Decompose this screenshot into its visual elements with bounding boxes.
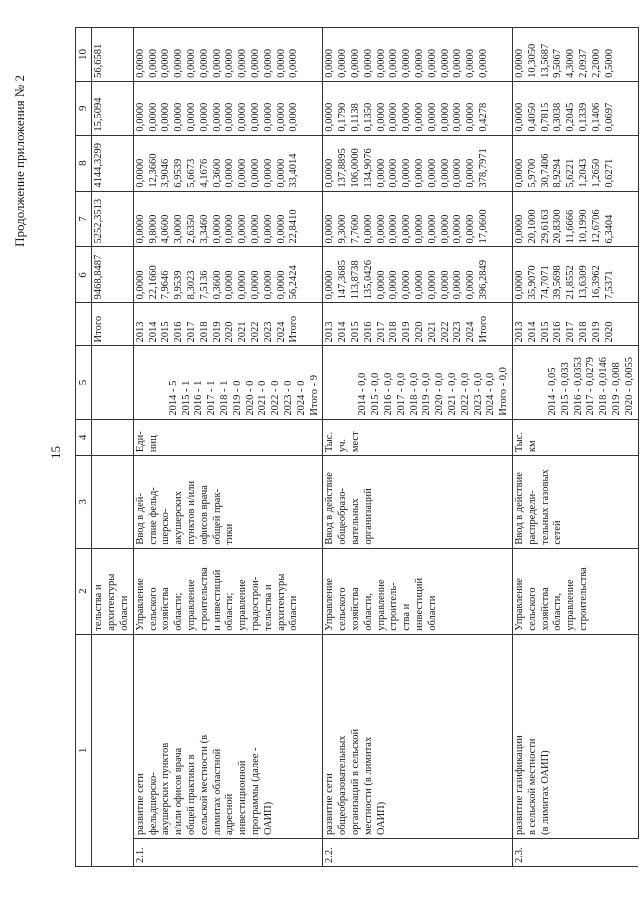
header-col-8: 8 — [76, 135, 92, 191]
carryover-v9: 15,5094 — [92, 81, 133, 135]
target-values: 2014 - 5 2015 - 1 2016 - 1 2017 - 1 2018 - 1 2019 - 0 2020 - 0 2021 - 0 2022 - 0 2023 - 0 2024 - 0 Итого - 9 — [133, 346, 323, 419]
header-col-10: 10 — [76, 28, 92, 82]
page-number: 15 — [48, 446, 63, 459]
years: 2013 2014 2015 2016 2017 2018 2019 2020 — [512, 303, 638, 346]
unit: Тыс. км — [512, 419, 638, 456]
row-number: 2.2. — [323, 839, 513, 867]
years: 2013 2014 2015 2016 2017 2018 2019 2020 2021 2022 2023 2024 Итого — [323, 303, 513, 346]
carryover-label: Итого — [92, 303, 133, 346]
indicator: Ввод в действие распредели- тельных газовых сетей — [512, 456, 638, 549]
amount-v10: 0,0000 0,0000 0,0000 0,0000 0,0000 0,0000 0,0000 0,0000 0,0000 0,0000 0,0000 0,0000 0,0000 — [133, 28, 323, 82]
appendix-caption: Продолжение приложения № 2 — [12, 75, 27, 247]
program-row — [323, 28, 513, 867]
header-col-5b — [76, 303, 92, 346]
unit: Тыс. уч. мест — [323, 419, 513, 456]
measure-name: развитие газификации в сельской местности (в лимитах ОАИП) — [512, 634, 638, 838]
carryover-exec: тельства и архитектуры области — [92, 548, 133, 634]
amount-v8: 0,0000 5,9700 30,7406 8,9294 5,6221 1,2043 1,2650 0,6271 — [512, 135, 638, 191]
target-values: 2014 - 0,0 2015 - 0,0 2016 - 0,0 2017 - 0,0 2018 - 0,0 2019 - 0,0 2020 - 0,0 2021 - 0,0 2022 - 0,0 2023 - 0,0 2024 - 0,0 Итого - 0,0 — [323, 346, 513, 419]
amount-v10: 0,0000 10,3050 13,5687 9,5067 4,3000 2,0937 2,2000 0,5000 — [512, 28, 638, 82]
program-row — [133, 28, 323, 867]
header-col-2: 2 — [76, 548, 92, 634]
amount-v7: 0,0000 20,1000 29,6163 20,8300 11,6666 10,1990 12,6706 6,3404 — [512, 191, 638, 247]
program-table — [75, 27, 639, 867]
header-col-1: 1 — [76, 634, 92, 866]
header-col-7: 7 — [76, 191, 92, 247]
amount-v9: 0,0000 0,1790 0,1138 0,1350 0,0000 0,0000 0,0000 0,0000 0,0000 0,0000 0,0000 0,0000 0,4278 — [323, 81, 513, 135]
carryover-v8: 4144,3299 — [92, 135, 133, 191]
years: 2013 2014 2015 2016 2017 2018 2019 2020 2021 2022 2023 2024 Итого — [133, 303, 323, 346]
amount-v6: 0,0000 22,1660 7,9646 9,9539 8,3023 7,5136 0,3600 0,0000 0,0000 0,0000 0,0000 0,0000 56,2424 — [133, 247, 323, 303]
carryover-v10: 56,6581 — [92, 28, 133, 82]
amount-v7: 0,0000 9,3000 7,7600 0,0000 0,0000 0,0000 0,0000 0,0000 0,0000 0,0000 0,0000 0,0000 17,0600 — [323, 191, 513, 247]
carryover-v7: 5252,3513 — [92, 191, 133, 247]
unit: Еди- ниц — [133, 419, 323, 456]
indicator: Ввод в дей- ствие фельд- шерско- акушерских пунктов и/или офисов врача общей прак- тики — [133, 456, 323, 549]
amount-v9: 0,0000 0,4050 0,7815 0,3038 0,2045 0,1339 0,1406 0,0697 — [512, 81, 638, 135]
header-col-4: 4 — [76, 419, 92, 456]
executor: Управление сельского хозяйства области, управление строительства — [512, 548, 638, 634]
amount-v6: 0,0000 35,9070 74,7071 39,5698 21,8552 13,6309 16,3962 7,5371 — [512, 247, 638, 303]
header-col-9: 9 — [76, 81, 92, 135]
header-col-6: 6 — [76, 247, 92, 303]
indicator: Ввод в действие общеобразо- вательных организаций — [323, 456, 513, 549]
carryover-row — [92, 28, 133, 867]
executor: Управление сельского хозяйства области; управление строительства и инвестиций области; управление градострои- тельства и архитектуры области — [133, 548, 323, 634]
amount-v8: 0,0000 137,8895 106,0000 134,9076 0,0000 0,0000 0,0000 0,0000 0,0000 0,0000 0,0000 0,0000 378,7971 — [323, 135, 513, 191]
row-number: 2.3. — [512, 839, 638, 867]
row-number: 2.1. — [133, 839, 323, 867]
header-col-3: 3 — [76, 456, 92, 549]
measure-name: развитие сети фельдшерско- акушерских пунктов и/или офисов врача общей практики в сельской местности (в лимитах областной адресной инвестиционной программы (далее - ОАИП) — [133, 634, 323, 838]
target-values: 2014 - 0,05 2015 - 0,033 2016 - 0,0353 2017 - 0,0279 2018 - 0,0146 2019 - 0,008 2020 - 0,0055 — [512, 346, 638, 419]
amount-v9: 0,0000 0,0000 0,0000 0,0000 0,0000 0,0000 0,0000 0,0000 0,0000 0,0000 0,0000 0,0000 0,0000 — [133, 81, 323, 135]
amount-v8: 0,0000 12,3660 3,9046 6,9539 5,6673 4,1676 0,3600 0,0000 0,0000 0,0000 0,0000 0,0000 33,4014 — [133, 135, 323, 191]
amount-v6: 0,0000 147,3685 113,8738 135,0426 0,0000 0,0000 0,0000 0,0000 0,0000 0,0000 0,0000 0,0000 396,2849 — [323, 247, 513, 303]
header-row — [76, 28, 92, 867]
executor: Управление сельского хозяйства области, управление строитель- ства и инвестиций области — [323, 548, 513, 634]
program-row — [512, 28, 638, 867]
header-col-5: 5 — [76, 346, 92, 419]
amount-v10: 0,0000 0,0000 0,0000 0,0000 0,0000 0,0000 0,0000 0,0000 0,0000 0,0000 0,0000 0,0000 0,0000 — [323, 28, 513, 82]
amount-v7: 0,0000 9,8000 4,0600 3,0000 2,6350 3,3460 0,0000 0,0000 0,0000 0,0000 0,0000 0,0000 22,8410 — [133, 191, 323, 247]
measure-name: развитие сети общеобразовательных организаций в сельской местности (в лимитах ОАИП) — [323, 634, 513, 838]
carryover-v6: 9468,8487 — [92, 247, 133, 303]
